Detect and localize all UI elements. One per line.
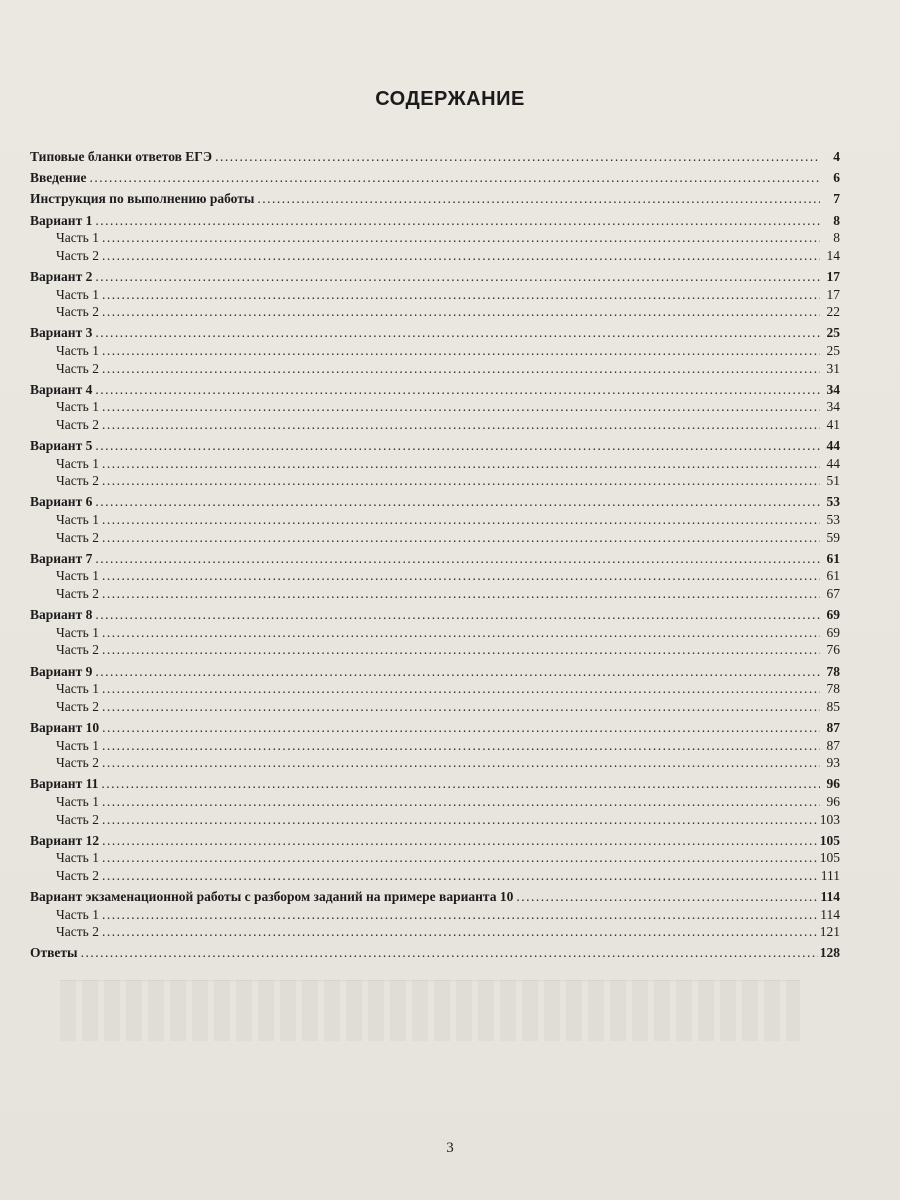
toc-subentry [30,529,840,547]
toc-entry-page: 51 [826,473,840,489]
dot-leader [215,148,820,166]
dot-leader [89,169,820,187]
toc-subentry [30,416,840,434]
toc-subentry [30,567,840,585]
dot-leader [95,550,820,568]
toc-entry-page: 6 [833,170,840,186]
toc-entry-label: Часть 2 [56,416,99,432]
toc-entry-label: Часть 1 [56,512,99,528]
dot-leader [102,737,820,755]
toc-entry-label: Часть 2 [56,924,99,940]
dot-leader [95,663,820,681]
toc-subentry [30,472,840,490]
dot-leader [95,268,820,286]
dot-leader [102,832,818,850]
toc-entry-page: 8 [833,212,840,228]
toc-entry [30,719,840,737]
toc-entry-page: 53 [826,512,840,528]
toc-entry-page: 61 [826,568,840,584]
dot-leader [102,793,820,811]
toc-subentry [30,398,840,416]
toc-subentry [30,585,840,603]
toc-entry-page: 121 [819,924,840,940]
toc-entry-label: Вариант 4 [30,381,93,397]
table-of-contents [30,148,840,962]
toc-entry-page: 78 [826,681,840,697]
toc-subentry [30,455,840,473]
toc-entry-label: Часть 2 [56,586,99,601]
dot-leader [102,719,820,737]
toc-entry-label: Вариант 10 [30,719,100,735]
toc-entry [30,324,840,342]
toc-entry-label: Вариант 5 [30,438,93,454]
toc-entry-label: Введение [30,170,87,186]
toc-entry [30,888,840,906]
toc-entry-label: Вариант экзаменационной работы с разбором заданий на примере варианта 10 [30,889,514,905]
toc-entry-label: Часть 2 [56,529,99,545]
page-title: СОДЕРЖАНИЕ [375,88,525,110]
toc-entry-page: 105 [819,832,840,848]
toc-entry-label: Вариант 3 [30,325,93,341]
toc-entry [30,944,840,962]
dot-leader [102,641,820,659]
dot-leader [102,416,820,434]
dot-leader [102,286,820,304]
toc-entry-page: 85 [826,698,840,714]
toc-entry-page: 61 [826,550,840,566]
dot-leader [102,472,820,490]
toc-entry-page: 78 [826,663,840,679]
toc-entry-label: Часть 1 [56,624,99,640]
dot-leader [101,775,820,793]
toc-subentry [30,360,840,378]
toc-entry-page: 96 [826,793,840,809]
toc-entry [30,169,840,187]
toc-entry-page: 25 [826,325,840,341]
toc-entry-label: Часть 1 [56,230,99,246]
toc-subentry [30,511,840,529]
toc-subentry [30,737,840,755]
toc-entry-page: 4 [833,149,840,164]
toc-entry [30,832,840,850]
toc-subentry [30,811,840,829]
toc-entry [30,775,840,793]
dot-leader [95,606,820,624]
toc-subentry [30,698,840,716]
toc-entry-label: Вариант 12 [30,832,100,848]
dot-leader [102,398,820,416]
dot-leader [102,229,820,247]
toc-subentry [30,641,840,659]
toc-subentry [30,906,840,924]
toc-subentry [30,342,840,360]
page-number: 3 [446,1140,454,1156]
toc-entry-page: 44 [826,438,840,454]
toc-subentry [30,867,840,885]
toc-entry-page: 103 [819,811,840,827]
dot-leader [102,680,820,698]
toc-entry-page: 14 [826,247,840,263]
toc-subentry [30,923,840,941]
toc-subentry [30,849,840,867]
toc-entry-label: Часть 1 [56,793,99,809]
toc-entry-page: 31 [826,360,840,376]
toc-subentry [30,286,840,304]
toc-subentry [30,303,840,321]
dot-leader [95,437,820,455]
toc-entry-page: 96 [826,776,840,792]
dot-leader [102,754,820,772]
toc-entry-label: Типовые бланки ответов ЕГЭ [30,149,213,164]
toc-entry-page: 87 [826,737,840,753]
toc-entry-label: Часть 2 [56,304,99,320]
toc-subentry [30,754,840,772]
toc-entry-label: Часть 1 [56,850,99,866]
dot-leader [102,511,820,529]
toc-entry-label: Часть 1 [56,568,99,584]
toc-entry-page: 69 [826,624,840,640]
toc-entry-label: Вариант 8 [30,607,93,623]
toc-entry-label: Часть 2 [56,755,99,771]
dot-leader [102,360,820,378]
toc-entry-label: Вариант 7 [30,550,93,566]
dot-leader [95,493,820,511]
toc-entry-label: Часть 2 [56,360,99,376]
dot-leader [102,455,820,473]
toc-entry-label: Часть 1 [56,342,99,358]
toc-entry-page: 93 [826,755,840,771]
dot-leader [102,906,818,924]
toc-entry [30,493,840,511]
dot-leader [102,867,819,885]
dot-leader [102,585,820,603]
toc-entry-label: Вариант 2 [30,268,93,284]
toc-entry-label: Часть 2 [56,473,99,489]
toc-entry-label: Инструкция по выполнению работы [30,191,255,207]
toc-entry-label: Часть 2 [56,811,99,827]
dot-leader [102,698,820,716]
toc-entry [30,268,840,286]
dot-leader [81,944,818,962]
toc-entry [30,550,840,568]
toc-entry-label: Часть 1 [56,399,99,415]
show-through-texture [60,980,800,1041]
dot-leader [102,247,820,265]
toc-entry-label: Вариант 9 [30,663,93,679]
toc-entry-label: Часть 1 [56,737,99,753]
toc-subentry [30,624,840,642]
toc-entry-label: Часть 1 [56,681,99,697]
toc-entry-label: Часть 1 [56,455,99,471]
dot-leader [102,303,820,321]
toc-entry-label: Вариант 11 [30,776,99,792]
toc-entry-page: 22 [826,304,840,320]
toc-subentry [30,793,840,811]
toc-entry-label: Часть 2 [56,642,99,658]
toc-entry [30,190,840,208]
dot-leader [102,567,820,585]
toc-entry-page: 67 [826,586,840,601]
toc-entry-label: Часть 2 [56,867,99,883]
toc-entry-page: 34 [826,399,840,415]
toc-entry-page: 44 [826,455,840,471]
dot-leader [102,342,820,360]
dot-leader [257,190,820,208]
dot-leader [102,624,820,642]
toc-entry-page: 41 [826,416,840,432]
toc-entry-label: Часть 1 [56,906,99,922]
toc-entry-page: 114 [820,906,840,922]
toc-entry-page: 7 [833,191,840,207]
dot-leader [102,529,820,547]
toc-entry-page: 25 [826,342,840,358]
toc-entry [30,606,840,624]
toc-entry-page: 76 [826,642,840,658]
toc-entry-page: 87 [826,719,840,735]
toc-entry-page: 17 [826,286,840,302]
toc-entry-label: Часть 2 [56,698,99,714]
toc-entry-label: Вариант 6 [30,494,93,510]
dot-leader [102,849,818,867]
dot-leader [95,212,820,230]
toc-entry-page: 17 [826,268,840,284]
toc-entry [30,663,840,681]
toc-entry-label: Вариант 1 [30,212,93,228]
toc-entry-label: Часть 1 [56,286,99,302]
toc-entry [30,381,840,399]
toc-entry-label: Часть 2 [56,247,99,263]
toc-subentry [30,229,840,247]
toc-entry-page: 34 [826,381,840,397]
dot-leader [102,811,818,829]
toc-entry [30,148,840,166]
toc-entry-page: 59 [826,529,840,545]
toc-entry-page: 128 [819,945,840,961]
toc-entry [30,437,840,455]
toc-entry-page: 111 [820,867,840,883]
dot-leader [95,324,820,342]
dot-leader [102,923,818,941]
dot-leader [95,381,820,399]
toc-entry-page: 8 [833,230,840,246]
dot-leader [516,888,818,906]
toc-entry-page: 105 [819,850,840,866]
toc-entry-page: 114 [820,889,840,905]
toc-entry-label: Ответы [30,945,78,961]
toc-entry-page: 53 [826,494,840,510]
toc-entry-page: 69 [826,607,840,623]
toc-entry [30,212,840,230]
toc-subentry [30,680,840,698]
toc-subentry [30,247,840,265]
